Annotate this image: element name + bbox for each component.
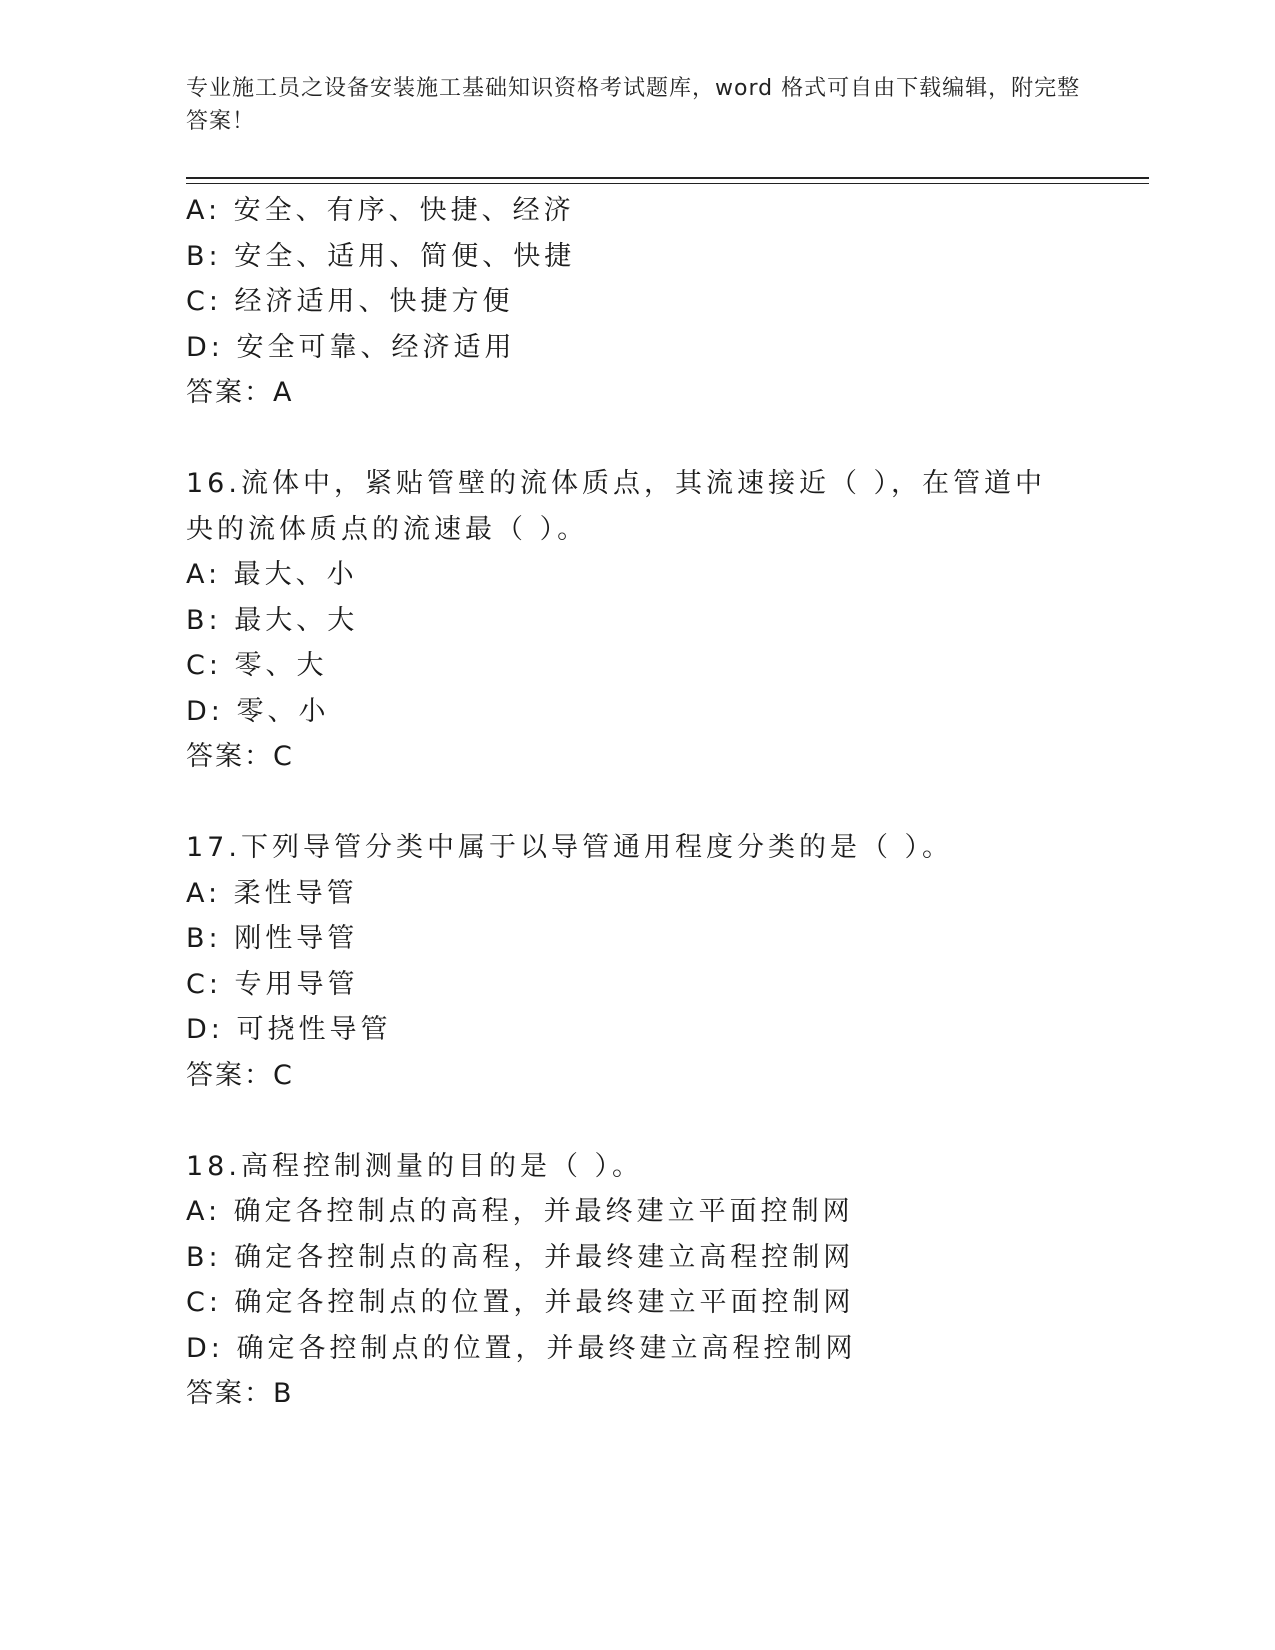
document-header [186, 72, 1086, 138]
option-d: D: 确定各控制点的位置，并最终建立高程控制网 [186, 1332, 857, 1364]
option-b: B: 确定各控制点的高程，并最终建立高程控制网 [186, 1241, 855, 1273]
option-c: C: 确定各控制点的位置，并最终建立平面控制网 [186, 1287, 855, 1318]
option-a: A: 确定各控制点的高程，并最终建立平面控制网 [186, 1196, 854, 1227]
option-c: C: 专用导管 [186, 968, 359, 1000]
question-text: 17.下列导管分类中属于以导管通用程度分类的是（ ）。 [186, 832, 954, 863]
option-a: A: 柔性导管 [186, 877, 358, 909]
header-divider-thick [186, 177, 1149, 179]
question-text: 16.流体中，紧贴管壁的流体质点，其流速接近（ ），在管道中央的流体质点的流速最（ ）。 [186, 468, 1047, 545]
answer: 答案：B [186, 1378, 294, 1409]
question-17 [186, 825, 1149, 1098]
option-c: C: 经济适用、快捷方便 [186, 286, 514, 317]
option-b: B: 刚性导管 [186, 923, 359, 954]
option-a: A: 安全、有序、快捷、经济 [186, 195, 575, 226]
option-a: A: 最大、小 [186, 559, 358, 590]
question-15 [186, 188, 1149, 416]
answer: 答案：A [186, 377, 294, 408]
header-text: 专业施工员之设备安装施工基础知识资格考试题库，word 格式可自由下载编辑，附完整答案！ [186, 76, 1081, 134]
answer: 答案：C [186, 741, 294, 772]
question-18 [186, 1144, 1149, 1417]
option-d: D: 零、小 [186, 695, 330, 727]
question-list [186, 188, 1149, 1417]
option-b: B: 最大、大 [186, 604, 359, 636]
answer: 答案：C [186, 1059, 294, 1091]
question-16 [186, 461, 1149, 780]
option-d: D: 可挠性导管 [186, 1014, 392, 1045]
option-b: B: 安全、适用、简便、快捷 [186, 240, 576, 272]
option-d: D: 安全可靠、经济适用 [186, 331, 516, 363]
header-divider-thin [186, 183, 1149, 184]
question-text: 18.高程控制测量的目的是（ ）。 [186, 1150, 644, 1182]
option-c: C: 零、大 [186, 650, 328, 681]
